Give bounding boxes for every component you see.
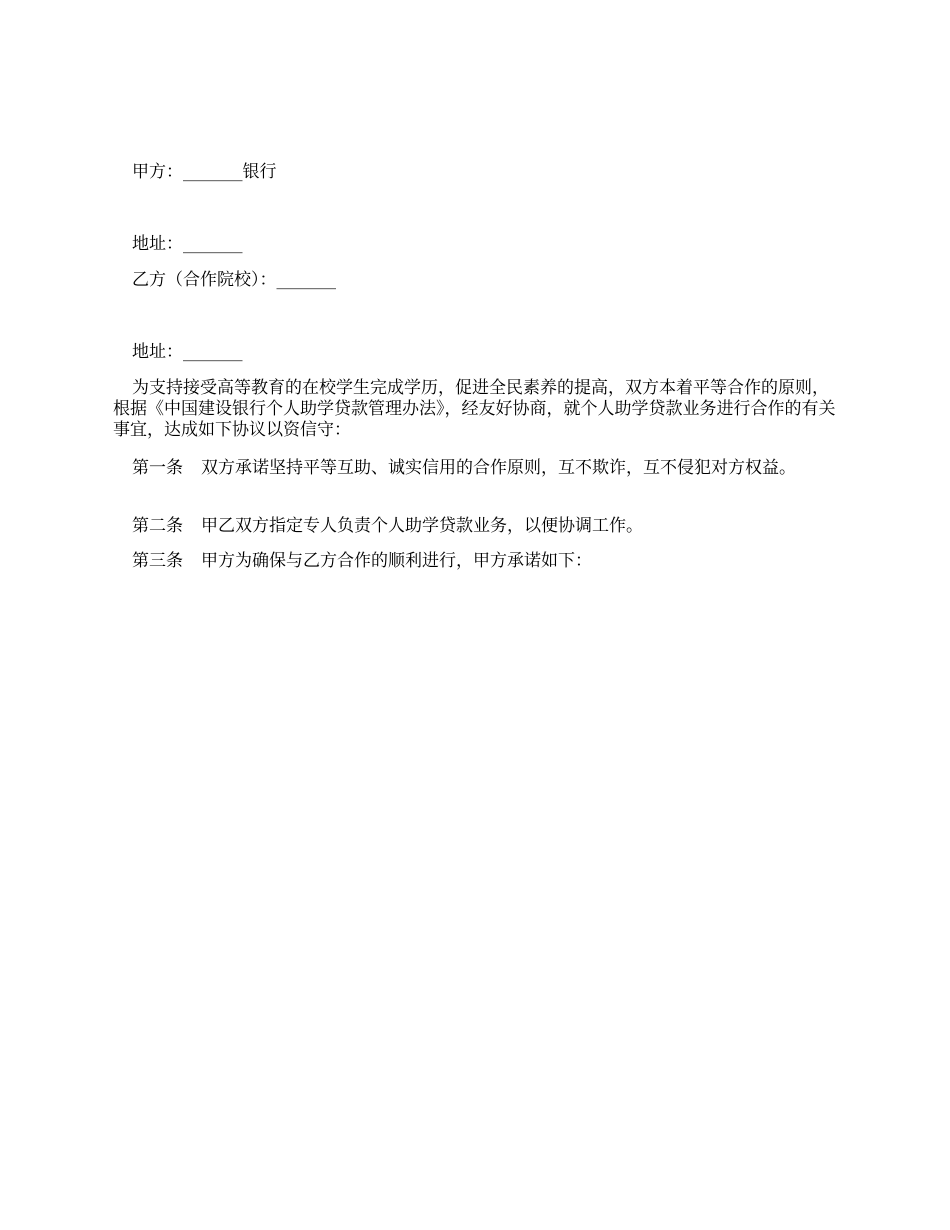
party-b-blank: _______ xyxy=(276,270,336,290)
party-b-address-line xyxy=(113,342,843,363)
article-1 xyxy=(113,458,843,479)
party-a-label: 甲方： xyxy=(132,162,183,182)
party-a-address-line xyxy=(113,234,843,255)
party-a-address-blank: _______ xyxy=(183,234,243,254)
article-3-text: 甲方为确保与乙方合作的顺利进行，甲方承诺如下： xyxy=(201,551,592,571)
party-b-line xyxy=(113,270,843,291)
party-b-address-blank: _______ xyxy=(183,342,243,362)
preamble-paragraph: 为支持接受高等教育的在校学生完成学历，促进全民素养的提高，双方本着平等合作的原则，根据《中国建设银行个人助学贷款管理办法》，经友好协商，就个人助学贷款业务进行合作的有关事宜，达成如下协议以资信守： xyxy=(113,378,836,440)
article-2-label: 第二条 xyxy=(132,516,183,536)
article-1-text: 双方承诺坚持平等互助、诚实信用的合作原则，互不欺诈，互不侵犯对方权益。 xyxy=(201,458,796,478)
party-a-address-label: 地址： xyxy=(132,234,183,254)
party-a-suffix: 银行 xyxy=(242,162,277,182)
article-3-label: 第三条 xyxy=(132,551,183,571)
article-2 xyxy=(113,516,843,537)
article-3 xyxy=(113,551,843,572)
article-1-label: 第一条 xyxy=(132,458,183,478)
party-b-label: 乙方（合作院校）： xyxy=(132,270,277,290)
article-2-text: 甲乙双方指定专人负责个人助学贷款业务，以便协调工作。 xyxy=(201,516,643,536)
party-b-address-label: 地址： xyxy=(132,342,183,362)
party-a-blank: _______ xyxy=(183,162,243,182)
party-a-line xyxy=(113,162,843,183)
